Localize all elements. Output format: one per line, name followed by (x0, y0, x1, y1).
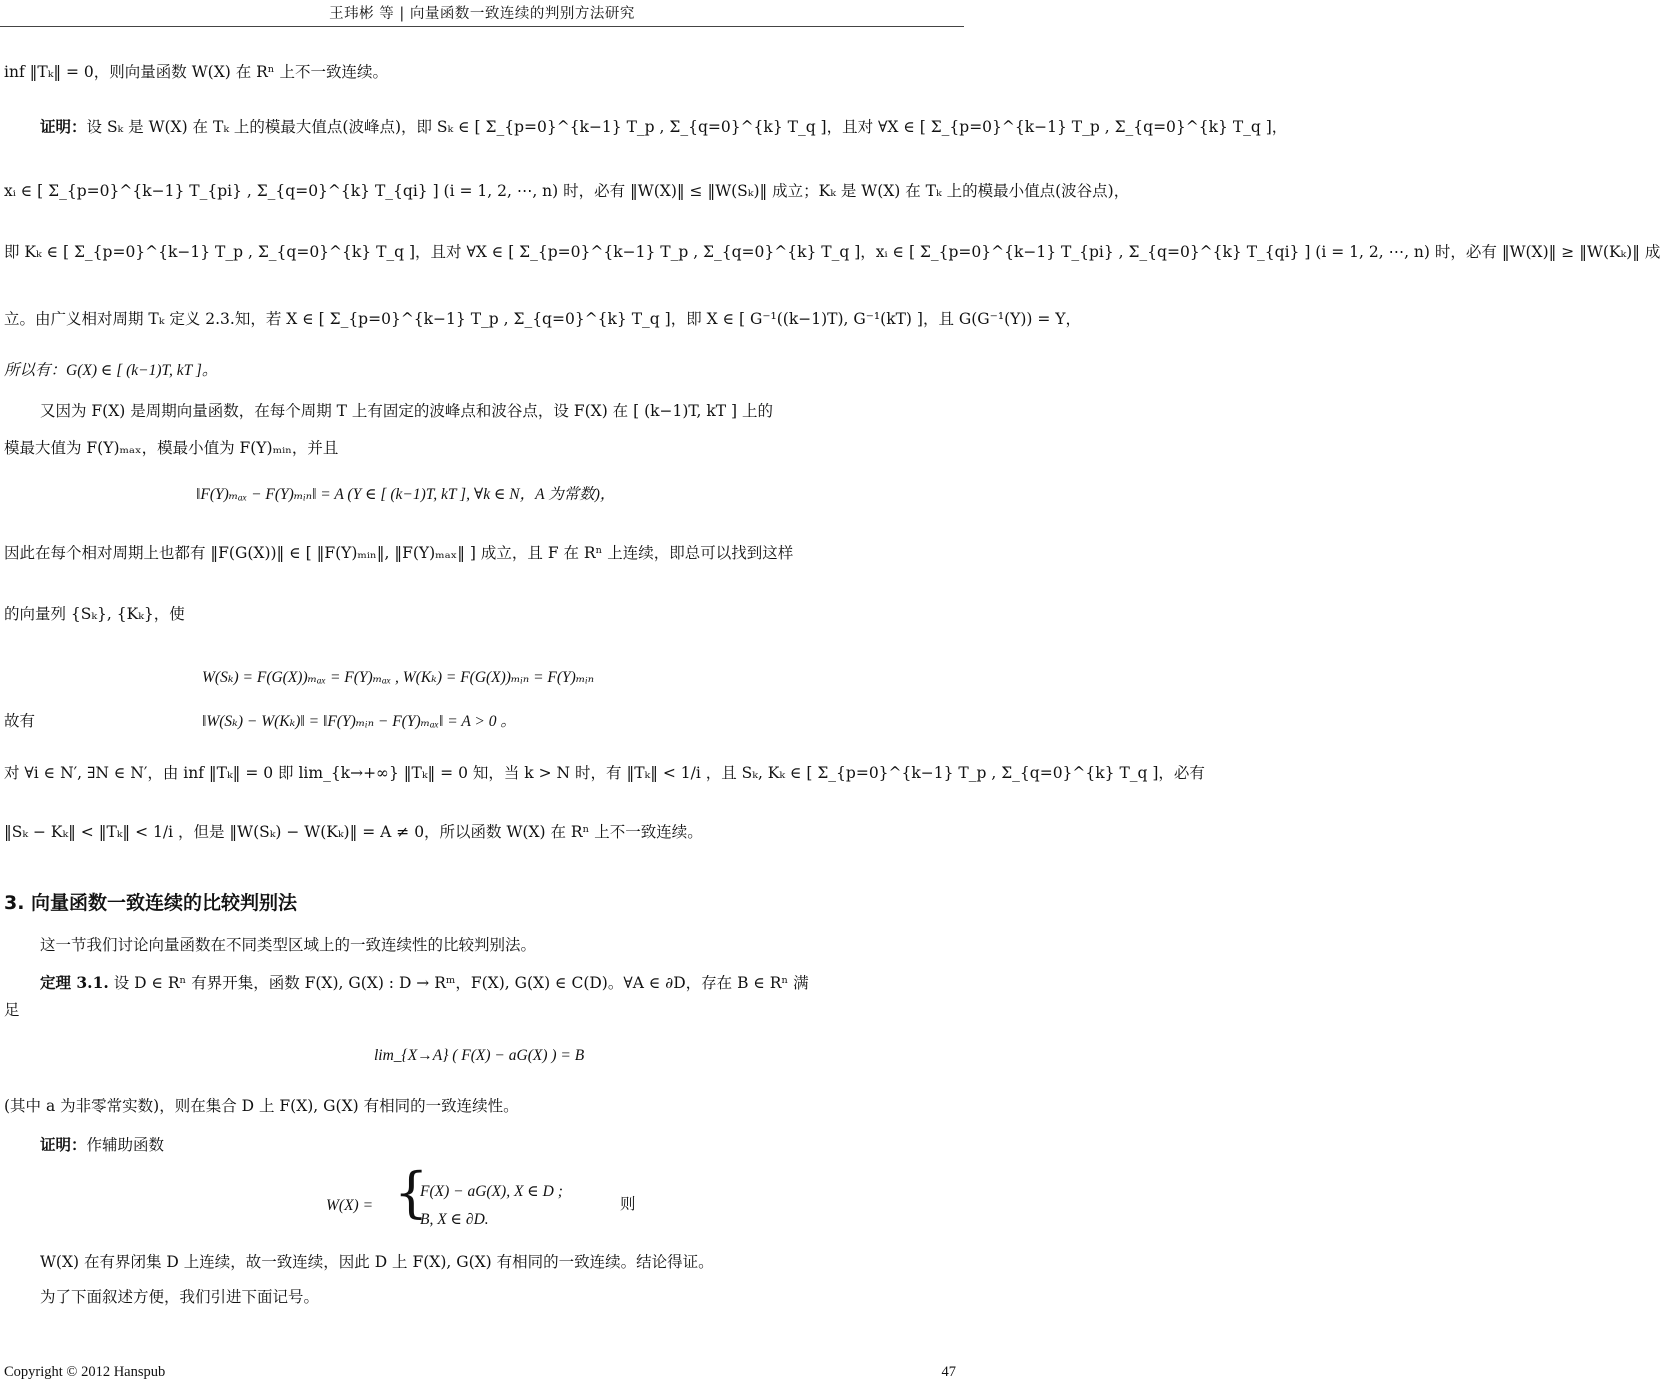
theorem-label: 定理 3.1. (40, 973, 109, 992)
text-line-10: 的向量列 {Sₖ}, {Kₖ}，使 (4, 605, 185, 623)
footer-copyright: Copyright © 2012 Hanspub (4, 1364, 166, 1380)
theorem-paragraph (40, 974, 809, 993)
text-line-1: inf ‖Tₖ‖ = 0，则向量函数 W(X) 在 Rⁿ 上不一致连续。 (4, 63, 388, 81)
proof-paragraph-2 (40, 1136, 164, 1155)
section-title: 3. 向量函数一致连续的比较判别法 (4, 892, 298, 914)
text-line-7: 又因为 F(X) 是周期向量函数，在每个周期 T 上有固定的波峰点和波谷点，设 F(X) 在 [ (k−1)T, kT ] 上的 (40, 402, 773, 420)
text-line-20: 为了下面叙述方便，我们引进下面记号。 (40, 1288, 320, 1306)
proof-label-2: 证明： (40, 1135, 87, 1154)
text-line-15: 设 D ∈ Rⁿ 有界开集，函数 F(X), G(X) : D → Rᵐ，F(X), G(X) ∈ C(D)。∀A ∈ ∂D，存在 B ∈ Rⁿ 满 (113, 974, 809, 992)
text-line-19: W(X) 在有界闭集 D 上连续，故一致连续，因此 D 上 F(X), G(X) 有相同的一致连续。结论得证。 (40, 1253, 714, 1271)
footer-page-number: 47 (941, 1364, 956, 1380)
equation-4: lim_{X→A} ( F(X) − aG(X) ) = B (374, 1047, 585, 1064)
text-line-14: 这一节我们讨论向量函数在不同类型区域上的一致连续性的比较判别法。 (40, 936, 537, 954)
text-line-17: (其中 a 为非零常实数)，则在集合 D 上 F(X), G(X) 有相同的一致连续性。 (4, 1097, 519, 1115)
text-line-2: 设 Sₖ 是 W(X) 在 Tₖ 上的模最大值点(波峰点)，即 Sₖ ∈ [ Σ_{p=0}^{k−1} T_p , Σ_{q=0}^{k} T_q ]，且对 ∀X ∈ [ Σ_{p=0}^{k−1} T_p , Σ_{q=0}^{k} T_q ]， (86, 118, 1288, 136)
text-line-16: 足 (4, 1001, 20, 1019)
header-rule (0, 26, 964, 27)
text-line-9: 因此在每个相对周期上也都有 ‖F(G(X))‖ ∈ [ ‖F(Y)ₘᵢₙ‖, ‖F(Y)ₘₐₓ‖ ] 成立，且 F 在 Rⁿ 上连续，即总可以找到这样 (4, 544, 794, 562)
text-line-18: 作辅助函数 (86, 1136, 165, 1154)
text-line-6: 所以有：G(X) ∈ [ (k−1)T, kT ]。 (4, 362, 218, 379)
equation-5-case-2: B, X ∈ ∂D. (420, 1211, 489, 1228)
text-line-5: 立。由广义相对周期 Tₖ 定义 2.3.知，若 X ∈ [ Σ_{p=0}^{k−1} T_p , Σ_{q=0}^{k} T_q ]，即 X ∈ [ G⁻¹((k−1)T), G⁻¹(kT) ]，且 G(G⁻¹(Y)) = Y， (4, 310, 1082, 328)
proof-paragraph-1 (40, 118, 1287, 137)
equation-5-lhs: W(X) = (326, 1197, 374, 1214)
proof-label: 证明： (40, 117, 87, 136)
equation-2: W(Sₖ) = F(G(X))ₘₐₓ = F(Y)ₘₐₓ , W(Kₖ) = F(G(X))ₘᵢₙ = F(Y)ₘᵢₙ (202, 669, 595, 686)
equation-3: ‖W(Sₖ) − W(Kₖ)‖ = ‖F(Y)ₘᵢₙ − F(Y)ₘₐₓ‖ = A > 0 。 (202, 713, 516, 730)
equation-1: ‖F(Y)ₘₐₓ − F(Y)ₘᵢₙ‖ = A (Y ∈ [ (k−1)T, kT ], ∀k ∈ N，A 为常数)， (196, 486, 616, 503)
text-line-13: ‖Sₖ − Kₖ‖ < ‖Tₖ‖ < 1/i ，但是 ‖W(Sₖ) − W(Kₖ)‖ = A ≠ 0，所以函数 W(X) 在 Rⁿ 上不一致连续。 (4, 823, 703, 841)
text-line-12: 对 ∀i ∈ N′, ∃N ∈ N′，由 inf ‖Tₖ‖ = 0 即 lim_{k→+∞} ‖Tₖ‖ = 0 知，当 k > N 时，有 ‖Tₖ‖ < 1/i ，且 Sₖ, Kₖ ∈ [ Σ_{p=0}^{k−1} T_p , Σ_{q=0}^{k} T_q ]，必有 (4, 764, 1205, 782)
text-line-3: xᵢ ∈ [ Σ_{p=0}^{k−1} T_{pi} , Σ_{q=0}^{k} T_{qi} ] (i = 1, 2, ⋯, n) 时，必有 ‖W(X)‖ ≤ ‖W(Sₖ)‖ 成立；Kₖ 是 W(X) 在 Tₖ 上的模最小值点(波谷点)， (4, 182, 1130, 200)
running-header: 王玮彬 等 | 向量函数一致连续的判别方法研究 (329, 6, 635, 22)
text-line-11: 故有 (4, 712, 36, 730)
equation-5-case-1: F(X) − aG(X), X ∈ D ; (420, 1183, 563, 1200)
case-brace: { (394, 1161, 429, 1224)
text-line-4: 即 Kₖ ∈ [ Σ_{p=0}^{k−1} T_p , Σ_{q=0}^{k} T_q ]，且对 ∀X ∈ [ Σ_{p=0}^{k−1} T_p , Σ_{q=0}^{k} T_q ]，xᵢ ∈ [ Σ_{p=0}^{k−1} T_{pi} , Σ_{q=0}^{k} T_{qi} ] (i = 1, 2, ⋯, n) 时，必有 ‖W(X)‖ ≥ ‖W(Kₖ)‖ 成 (4, 243, 1660, 261)
equation-5-tail: 则 (620, 1195, 636, 1213)
text-line-8: 模最大值为 F(Y)ₘₐₓ，模最小值为 F(Y)ₘᵢₙ，并且 (4, 439, 339, 457)
